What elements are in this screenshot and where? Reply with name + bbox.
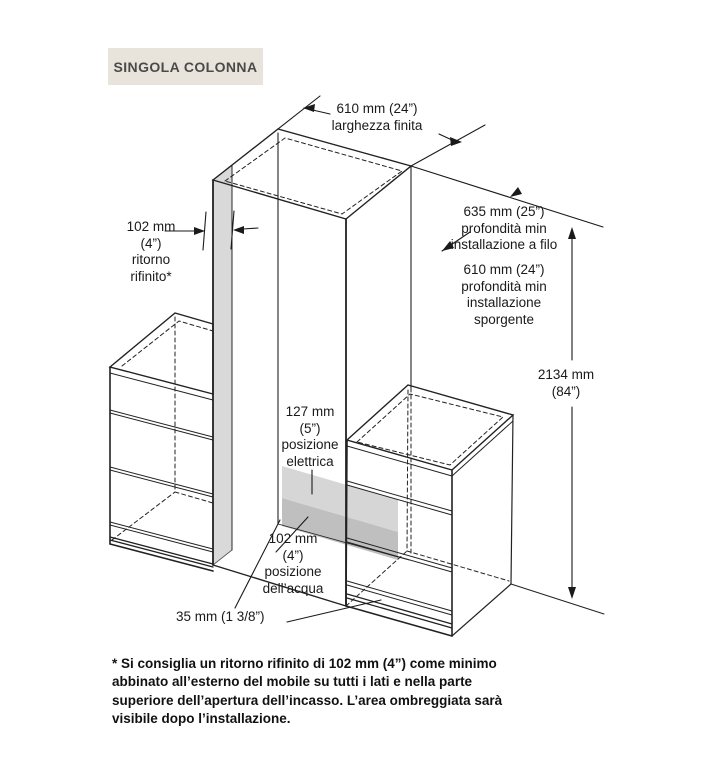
electrical-position-label: 127 mm (5”) posizione elettrica bbox=[281, 404, 339, 469]
footnote: * Si consiglia un ritorno rifinito di 102 mm (4”) come minimo abbinato all’esterno del mobile su tutti i lati e nella parte superiore dell’apertura dell’incasso. L’area ombreggiata sarà visibile dopo l’installazione. bbox=[112, 656, 503, 726]
depth-proud-dimension-label: 610 mm (24”) profondità min installazione sporgente bbox=[461, 262, 547, 327]
water-position-label: 102 mm (4”) posizione dell’acqua bbox=[262, 531, 324, 596]
height-dimension-label: 2134 mm (84”) bbox=[537, 367, 595, 399]
floor-line bbox=[511, 584, 604, 614]
plinth-dimension-label: 35 mm (1 3/8”) bbox=[176, 609, 265, 624]
width-dimension-label: 610 mm (24”) larghezza finita bbox=[331, 101, 423, 133]
arrow-down-left-icon bbox=[510, 187, 522, 197]
shaded-strip-return bbox=[213, 165, 232, 565]
page-title: SINGOLA COLONNA bbox=[113, 58, 258, 75]
return-dimension-label: 102 mm (4”) ritorno rifinito* bbox=[126, 219, 176, 284]
arrow-down-icon bbox=[568, 587, 576, 599]
depth-flush-dimension-label: 635 mm (25”) profondità min installazione a filo bbox=[450, 204, 558, 252]
